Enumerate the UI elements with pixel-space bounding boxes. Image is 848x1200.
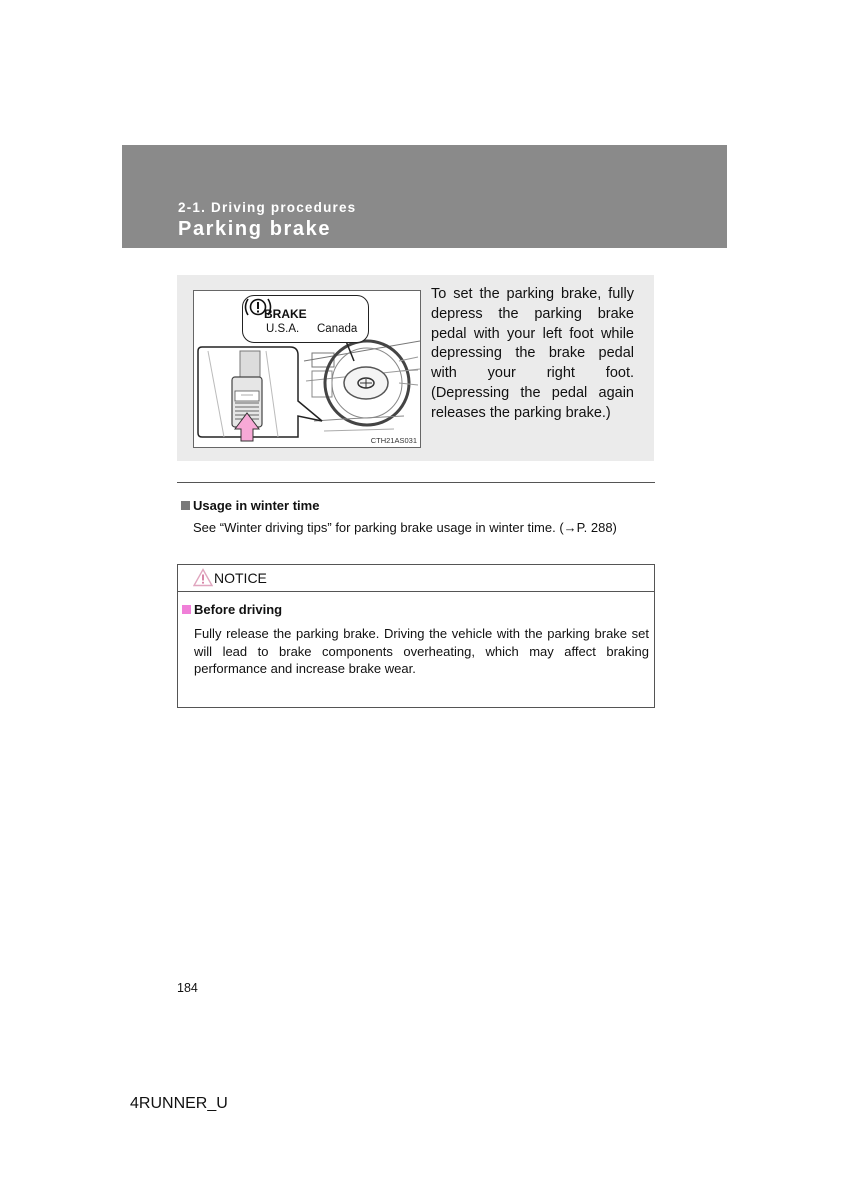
illustration-panel [177, 275, 654, 461]
notice-label: NOTICE [214, 570, 267, 586]
warning-triangle-icon [193, 568, 213, 587]
section-label: 2-1. Driving procedures [178, 200, 357, 215]
page-number: 184 [177, 981, 198, 995]
gray-square-icon [181, 501, 190, 510]
model-code: 4RUNNER_U [130, 1095, 228, 1112]
brake-indicator-label: BRAKE [264, 307, 307, 321]
page-title: Parking brake [178, 218, 332, 240]
notice-subheading [182, 602, 282, 617]
winter-heading [181, 498, 319, 513]
region-canada-label: Canada [317, 323, 358, 335]
winter-text: See “Winter driving tips” for parking brake usage in winter time. (→P. 288) [193, 520, 617, 535]
brake-indicator-callout [242, 295, 369, 343]
region-usa-label: U.S.A. [266, 323, 300, 335]
parking-brake-icon [243, 296, 273, 318]
winter-heading-label: Usage in winter time [193, 498, 320, 513]
notice-subheading-label: Before driving [194, 602, 283, 617]
section-divider [177, 482, 655, 483]
pink-square-icon [182, 605, 191, 614]
notice-header [178, 565, 654, 592]
chapter-header [122, 145, 727, 248]
notice-text: Fully release the parking brake. Driving the vehicle with the parking brake set will lead to brake components overheating, which may affect braking performance and increase brake wear. [194, 626, 649, 676]
illustration-code: CTH21AS031 [370, 436, 417, 445]
instruction-text: To set the parking brake, fully depress the parking brake pedal with your left foot while depressing the brake pedal with your right foot. (Depressing the pedal again releases the parking brake.) [431, 286, 634, 421]
pedal-illustration [193, 290, 421, 448]
notice-box [177, 564, 655, 708]
